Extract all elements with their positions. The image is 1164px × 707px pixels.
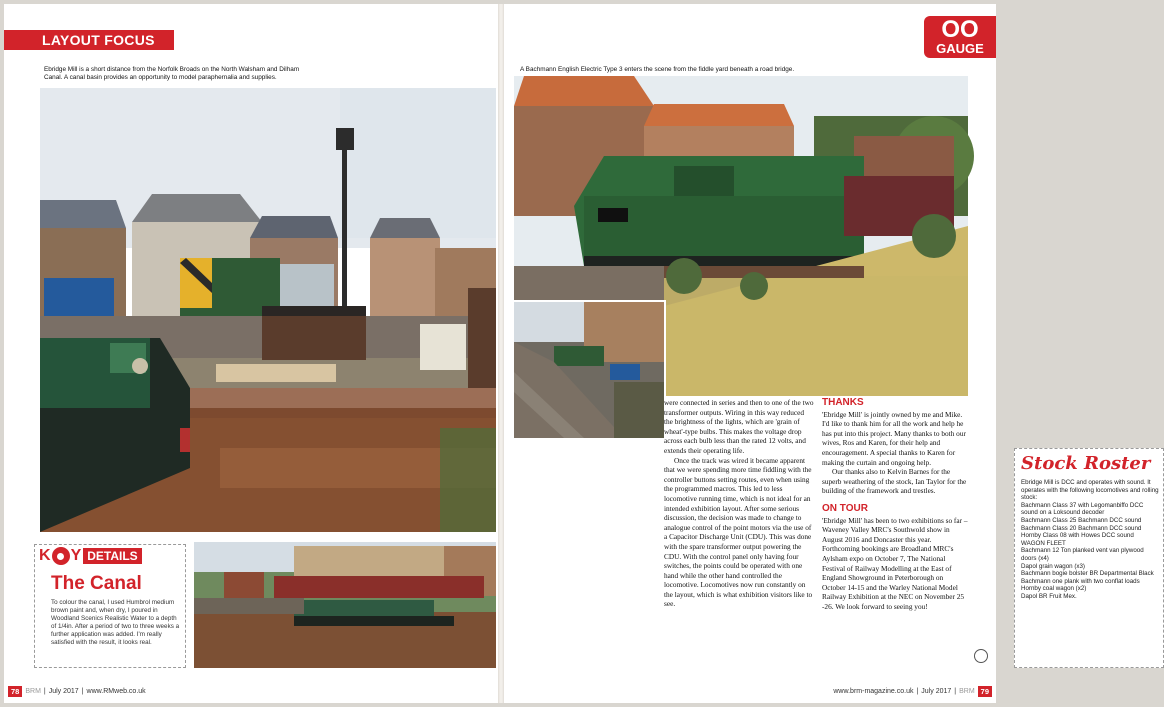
thanks-paragraph: 'Ebridge Mill' is jointly owned by me and Mike. I'd like to thank him for all the work and help he has put into this project. Many thanks to both our wives, Ros and Karen, for their help and encouragement. A special thanks to Karen for making the curtain and ongoing help. [822,409,966,467]
on-tour-heading: ON TOUR [822,502,868,514]
left-page [4,4,498,703]
stock-roster-item: WAGON FLEET [1021,539,1066,547]
stock-roster-title: Stock Roster [1021,453,1151,474]
key-details-label: DETAILS [83,548,141,564]
key-ring-icon [52,547,70,565]
stock-roster-item: Bachmann one plank with two conflat loads [1021,577,1140,585]
stock-roster-item: Bachmann Class 37 with Legomanbiffo DCC sound on a Loksound decoder [1021,501,1144,517]
left-footer-magazine: BRM [25,688,41,695]
right-footer-magazine: BRM [959,688,975,695]
stock-roster-item: Dapol BR Fruit Mex. [1021,592,1077,600]
right-page-number: 79 [978,686,992,697]
end-mark-icon [974,649,988,663]
article-paragraph: Once the track was wired it became apparent that we were spending more time fiddling with the controller buttons setting routes, even when using the programmed macros. This led to less locomotive running time, which is not ideal for an intended exhibition layout. After some serious discussion, the decision was made to change to analogue control of the point motors via the use of a Capacitor Discharge Unit (CDU). This was done with the spare transformer output powering the CDU. With the control panel only having four switches, the points could be operated with one hand while the other hand controlled the locomotive. Locomotives now run constantly on the layout, which is what exhibition visitors like to see. [664,455,813,609]
stock-roster-item: Bachmann Class 20 Bachmann DCC sound [1021,524,1142,532]
thanks-paragraph: Our thanks also to Kelvin Barnes for the superb weathering of the stock, Ian Taylor for the building of the framework and trestles. [822,467,967,496]
right-photo-caption: A Bachmann English Electric Type 3 enters the scene from the fiddle yard beneath a road bridge. [520,66,795,73]
left-footer-issue: July 2017 [48,688,79,695]
right-footer-issue: July 2017 [921,688,952,695]
right-footer-url: www.brm-magazine.co.uk [833,688,914,695]
section-tab-label: LAYOUT FOCUS [42,32,155,48]
canal-basin-photo [40,88,496,532]
on-tour-paragraph: 'Ebridge Mill' has been to two exhibitions so far – Waveney Valley MRC's Southwold show in August 2016 and Doncaster this year. Forthcoming bookings are Broadland MRC's Aylsham expo on October 7, The National Festival of Railway Modelling at the East of England Showground in Peterborough on October 14-15 and the Warley National Model Railway Exhibition at the NEC on November 25 -26. We look forward to seeing you! [822,515,968,611]
article-column-1 [664,398,814,609]
key-details-box [34,544,186,668]
main-photo-caption: Ebridge Mill is a short distance from the Norfolk Broads on the North Walsham and Dilham Canal. A canal basin provides an opportunity to model paraphernalia and supplies. [44,66,300,81]
gauge-badge-scale: OO [941,16,979,43]
right-page [504,4,1159,703]
stock-roster-box [1014,448,1164,668]
key-letter-k: K [39,547,51,564]
stock-roster-item: Ebridge Mill is DCC and operates with sound. It operates with the following locomotives and rolling stock: [1021,479,1159,502]
thanks-heading: THANKS [822,397,864,408]
canal-narrowboat-photo [194,542,496,668]
key-details-title: The Canal [51,573,142,594]
stock-roster-item: Bachmann Class 25 Bachmann DCC sound [1021,516,1142,524]
gauge-badge [924,16,996,58]
article-column-2 [822,398,968,611]
stock-roster-item: Bachmann 12 Ton planked vent van plywood doors (x4) [1021,547,1144,562]
key-details-banner [39,547,142,565]
gauge-badge-word: GAUGE [936,41,984,56]
key-letter-y: Y [70,547,82,564]
left-footer: 78 BRM | July 2017 | www.RMweb.co.uk [8,686,146,697]
left-page-number: 78 [8,686,22,697]
stock-roster-item: Hornby Class 08 with Howes DCC sound [1021,532,1134,540]
key-details-body: To colour the canal, I used Humbrol medium brown paint and, when dry, I poured in Woodland Scenics Realistic Water to a depth of 1/4in. After a period of two to three weeks a further application was added. I'm really satisfied with the result, it looks real. [51,599,180,646]
left-footer-url: www.RMweb.co.uk [86,688,146,695]
fiddle-yard-inset-photo [512,300,666,440]
stock-roster-item: Hornby coal wagon (x2) [1021,585,1087,593]
stock-roster-item: Bachmann bogie bolster BR Departmental Black [1021,570,1154,578]
stock-roster-item: Dapol grain wagon (x3) [1021,562,1085,570]
section-tab [4,30,174,50]
stock-roster-list [1021,479,1159,601]
right-footer: www.brm-magazine.co.uk | July 2017 | BRM 79 [833,686,992,697]
article-paragraph: were connected in series and then to one of the two transformer outputs. Wiring in this way reduced the brightness of the lights, which are 'grain of wheat'-type bulbs. This makes the voltage drop across each bulb less than the rated 12 volts, and extends their operating life. [664,398,814,455]
